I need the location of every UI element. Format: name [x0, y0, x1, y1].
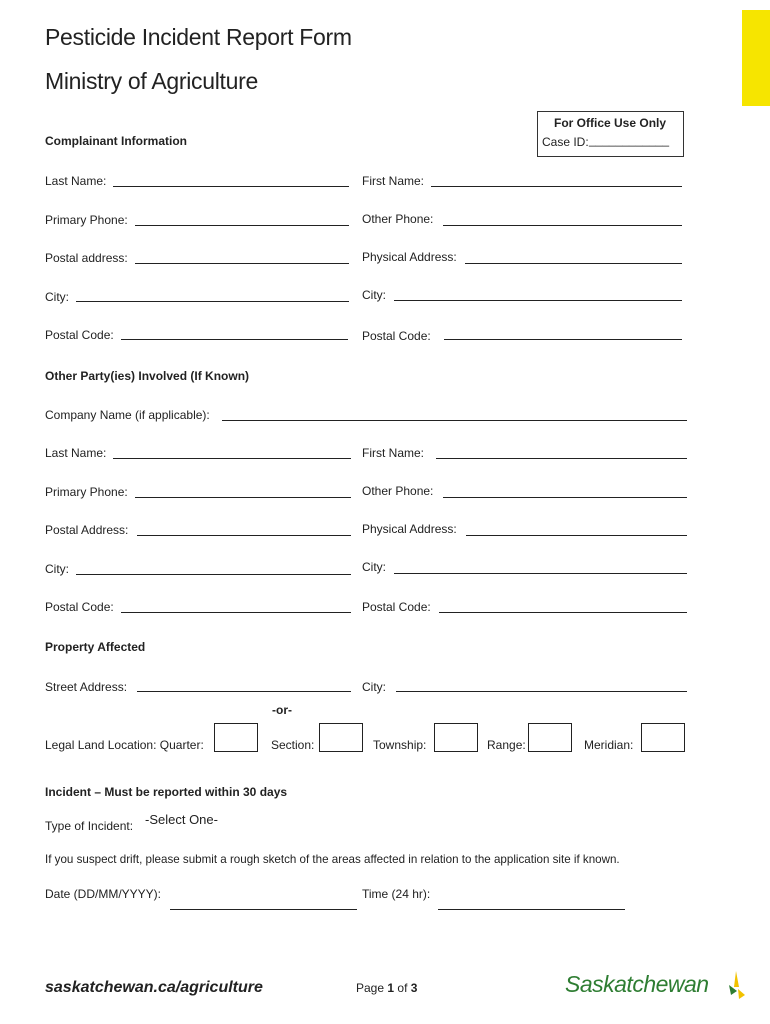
- complainant-postal-code-right-field[interactable]: [444, 339, 682, 340]
- complainant-city-right-label: City:: [362, 288, 386, 302]
- date-field[interactable]: [170, 909, 357, 910]
- township-box[interactable]: [434, 723, 478, 752]
- wheat-icon: [725, 969, 747, 1001]
- meridian-box[interactable]: [641, 723, 685, 752]
- quarter-box[interactable]: [214, 723, 258, 752]
- form-title: Pesticide Incident Report Form: [45, 24, 352, 50]
- township-label: Township:: [373, 738, 427, 752]
- drift-note: If you suspect drift, please submit a rough sketch of the areas affected in relation to the application site if known.: [45, 853, 620, 866]
- other-company-name-field[interactable]: [222, 420, 687, 421]
- complainant-first-name-label: First Name:: [362, 174, 425, 188]
- footer-website[interactable]: saskatchewan.ca/agriculture: [45, 979, 263, 996]
- street-address-field[interactable]: [137, 691, 351, 692]
- other-postal-address-field[interactable]: [137, 535, 351, 536]
- range-box[interactable]: [528, 723, 572, 752]
- other-first-name-field[interactable]: [436, 458, 687, 459]
- complainant-primary-phone-label: Primary Phone:: [45, 213, 128, 227]
- date-label: Date (DD/MM/YYYY):: [45, 887, 162, 901]
- complainant-other-phone-label: Other Phone:: [362, 212, 434, 226]
- ministry-subtitle: Ministry of Agriculture: [45, 68, 258, 94]
- street-address-label: Street Address:: [45, 680, 128, 694]
- complainant-postal-code-left-label: Postal Code:: [45, 328, 114, 342]
- complainant-city-left-label: City:: [45, 290, 69, 304]
- complainant-heading: Complainant Information: [45, 134, 187, 148]
- other-physical-address-label: Physical Address:: [362, 522, 457, 536]
- time-field[interactable]: [438, 909, 625, 910]
- logo-wordmark: Saskatchewan: [565, 971, 709, 997]
- office-use-box: [537, 111, 684, 157]
- other-party-heading: Other Party(ies) Involved (If Known): [45, 369, 250, 383]
- complainant-first-name-field[interactable]: [431, 186, 682, 187]
- complainant-city-left-field[interactable]: [76, 301, 349, 302]
- complainant-last-name-label: Last Name:: [45, 174, 107, 188]
- property-heading: Property Affected: [45, 640, 146, 654]
- other-city-right-field[interactable]: [394, 573, 687, 574]
- section-label: Section:: [271, 738, 315, 752]
- incident-type-select[interactable]: -Select One-: [145, 812, 218, 827]
- other-physical-address-field[interactable]: [466, 535, 687, 536]
- time-label: Time (24 hr):: [362, 887, 431, 901]
- property-city-field[interactable]: [396, 691, 687, 692]
- other-other-phone-label: Other Phone:: [362, 484, 434, 498]
- other-last-name-field[interactable]: [113, 458, 351, 459]
- other-other-phone-field[interactable]: [443, 497, 687, 498]
- other-postal-code-right-field[interactable]: [439, 612, 687, 613]
- other-company-name-label: Company Name (if applicable):: [45, 408, 210, 422]
- page-of: of: [397, 981, 408, 995]
- other-postal-code-right-label: Postal Code:: [362, 600, 431, 614]
- other-postal-code-left-field[interactable]: [121, 612, 351, 613]
- property-city-label: City:: [362, 680, 386, 694]
- page-prefix: Page: [356, 981, 385, 995]
- other-first-name-label: First Name:: [362, 446, 425, 460]
- complainant-postal-code-right-label: Postal Code:: [362, 329, 431, 343]
- complainant-last-name-field[interactable]: [113, 186, 349, 187]
- complainant-postal-address-label: Postal address:: [45, 251, 128, 265]
- or-separator: -or-: [272, 703, 292, 717]
- page-total: 3: [410, 981, 418, 995]
- other-city-left-field[interactable]: [76, 574, 351, 575]
- office-use-title: For Office Use Only: [554, 116, 667, 130]
- accent-bar: [742, 10, 770, 106]
- case-id-blank: ____________: [589, 133, 670, 147]
- saskatchewan-logo: [565, 971, 747, 1007]
- complainant-postal-address-field[interactable]: [135, 263, 349, 264]
- other-primary-phone-field[interactable]: [135, 497, 351, 498]
- incident-type-label: Type of Incident:: [45, 819, 134, 833]
- other-last-name-label: Last Name:: [45, 446, 107, 460]
- complainant-city-right-field[interactable]: [394, 300, 682, 301]
- complainant-postal-code-left-field[interactable]: [121, 339, 348, 340]
- other-primary-phone-label: Primary Phone:: [45, 485, 128, 499]
- case-id-label: Case ID:: [542, 135, 589, 149]
- meridian-label: Meridian:: [584, 738, 634, 752]
- range-label: Range:: [487, 738, 526, 752]
- page-current: 1: [387, 981, 395, 995]
- other-city-left-label: City:: [45, 562, 69, 576]
- complainant-other-phone-field[interactable]: [443, 225, 682, 226]
- complainant-physical-address-label: Physical Address:: [362, 250, 457, 264]
- other-postal-address-label: Postal Address:: [45, 523, 129, 537]
- complainant-primary-phone-field[interactable]: [135, 225, 349, 226]
- other-city-right-label: City:: [362, 560, 386, 574]
- incident-heading: Incident – Must be reported within 30 days: [45, 785, 288, 799]
- section-box[interactable]: [319, 723, 363, 752]
- page-number: [356, 981, 417, 995]
- quarter-label: Legal Land Location: Quarter:: [45, 738, 204, 752]
- other-postal-code-left-label: Postal Code:: [45, 600, 114, 614]
- complainant-physical-address-field[interactable]: [465, 263, 682, 264]
